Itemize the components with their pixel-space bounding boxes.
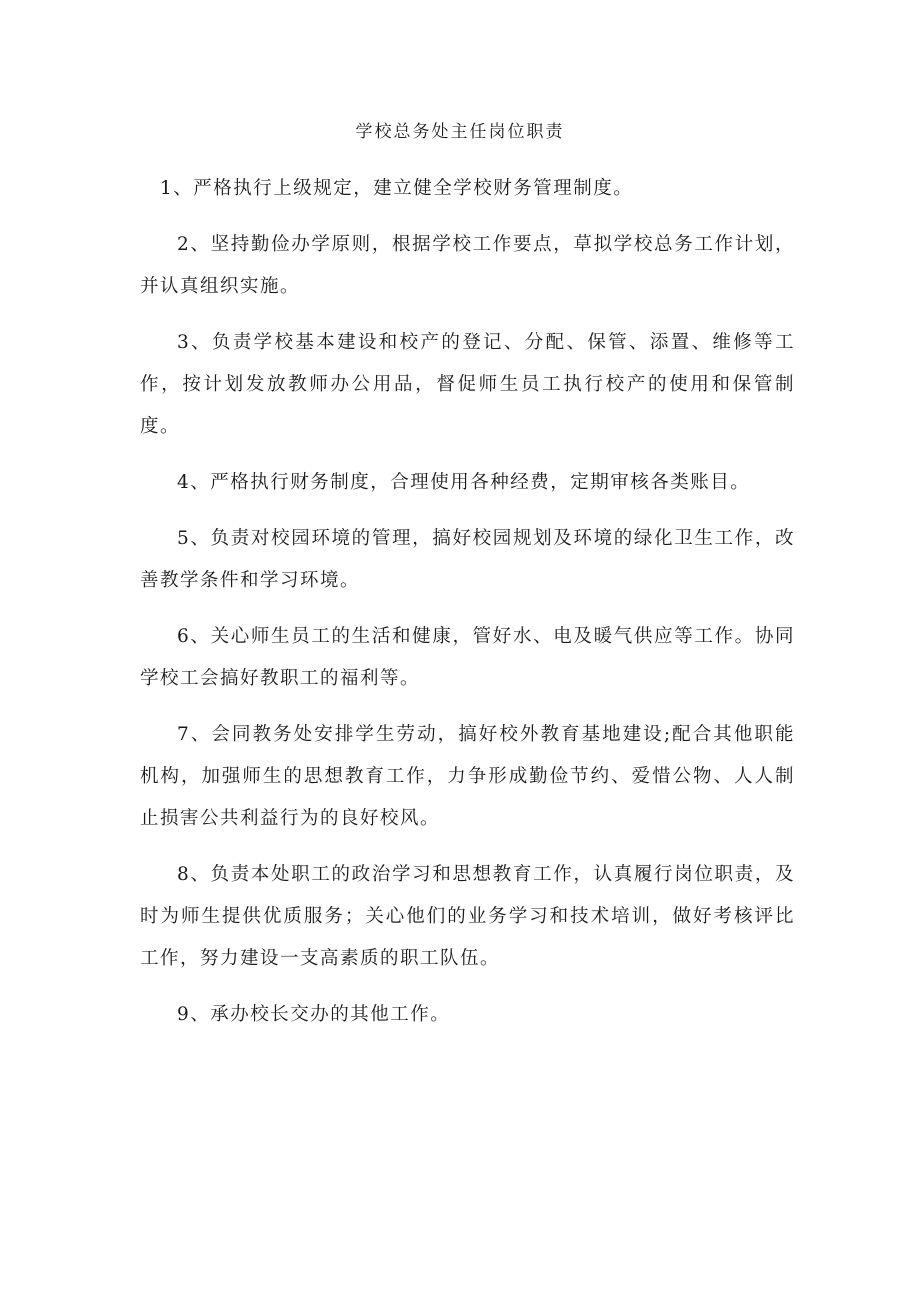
- duty-item-2: 2、坚持勤俭办学原则，根据学校工作要点，草拟学校总务工作计划，并认真组织实施。: [140, 234, 795, 297]
- duty-item-1: 1、严格执行上级规定，建立健全学校财务管理制度。: [160, 178, 634, 199]
- duty-item-3: 3、负责学校基本建设和校产的登记、分配、保管、添置、维修等工作，按计划发放教师办公用品，督促师生员工执行校产的使用和保管制度。: [140, 332, 795, 437]
- duty-item-5: 5、负责对校园环境的管理，搞好校园规划及环境的绿化卫生工作，改善教学条件和学习环境。: [140, 528, 795, 591]
- duty-item-6: 6、关心师生员工的生活和健康，管好水、电及暖气供应等工作。协同学校工会搞好教职工的福利等。: [140, 626, 795, 689]
- duty-item-4: 4、严格执行财务制度，合理使用各种经费，定期审核各类账目。: [177, 472, 751, 493]
- duty-item-7: 7、会同教务处安排学生劳动，搞好校外教育基地建设;配合其他职能机构，加强师生的思想教育工作，力争形成勤俭节约、爱惜公物、人人制止损害公共利益行为的良好校风。: [140, 724, 795, 829]
- document-body: [140, 168, 795, 1050]
- duty-item-9: 9、承办校长交办的其他工作。: [177, 1004, 451, 1025]
- document-title: 学校总务处主任岗位职责: [355, 122, 565, 142]
- duty-item-8: 8、负责本处职工的政治学习和思想教育工作，认真履行岗位职责，及时为师生提供优质服务；关心他们的业务学习和技术培训，做好考核评比工作，努力建设一支高素质的职工队伍。: [140, 864, 795, 969]
